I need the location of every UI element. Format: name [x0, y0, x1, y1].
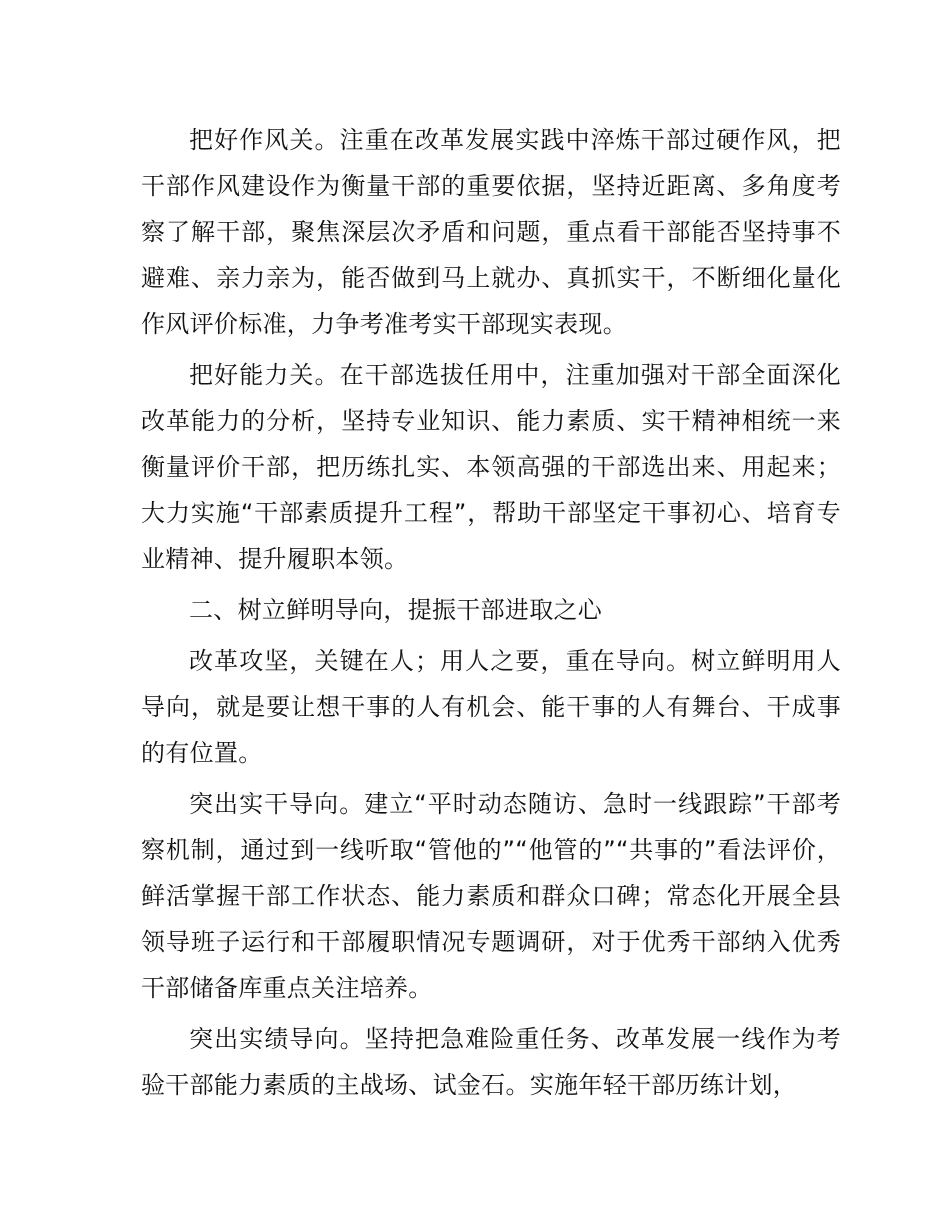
paragraph-orientation-intro: 改革攻坚，关键在人；用人之要，重在导向。树立鲜明用人导向，就是要让想干事的人有机会、能干事的人有舞台、干成事的有位置。	[141, 647, 841, 767]
paragraph-practical-orientation: 突出实干导向。建立“平时动态随访、急时一线跟踪”干部考察机制，通过到一线听取“管他的”“他管的”“共事的”看法评价，鲜活掌握干部工作状态、能力素质和群众口碑；常态化开展全县领导班子运行和干部履职情况专题调研，对于优秀干部纳入优秀干部储备库重点关注培养。	[141, 790, 841, 1002]
paragraph-ability: 把好能力关。在干部选拔任用中，注重加强对干部全面深化改革能力的分析，坚持专业知识、能力素质、实干精神相统一来衡量评价干部，把历练扎实、本领高强的干部选出来、用起来；大力实施“干部素质提升工程”，帮助干部坚定干事初心、培育专业精神、提升履职本领。	[141, 361, 841, 573]
section-heading: 二、树立鲜明导向，提振干部进取之心	[189, 596, 603, 624]
paragraph-performance-orientation: 突出实绩导向。坚持把急难险重任务、改革发展一线作为考验干部能力素质的主战场、试金石。实施年轻干部历练计划，	[141, 1025, 841, 1099]
paragraph-work-style: 把好作风关。注重在改革发展实践中淬炼干部过硬作风，把干部作风建设作为衡量干部的重要依据，坚持近距离、多角度考察了解干部，聚焦深层次矛盾和问题，重点看干部能否坚持事不避难、亲力亲为，能否做到马上就办、真抓实干，不断细化量化作风评价标准，力争考准考实干部现实表现。	[141, 126, 841, 338]
document-body	[141, 117, 841, 1108]
